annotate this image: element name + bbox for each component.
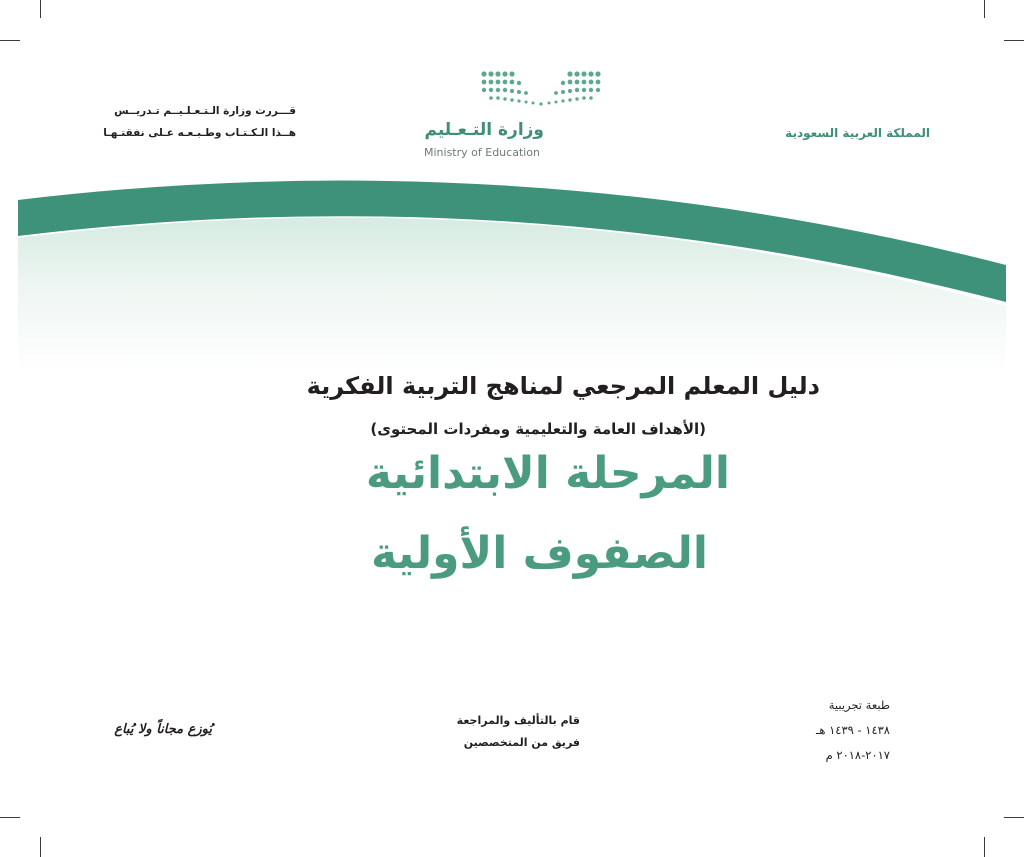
decorative-swoosh — [0, 0, 1024, 420]
authors-line-1: قام بالتأليف والمراجعة — [456, 714, 580, 727]
crop-mark-bottom-right-h — [1004, 817, 1024, 818]
ministry-name-english: Ministry of Education — [424, 146, 541, 159]
guide-subtitle: (الأهداف العامة والتعليمية ومفردات المحتوى) — [370, 420, 706, 438]
edition-info — [800, 693, 890, 768]
edition-label: طبعة تجريبية — [828, 698, 890, 712]
approval-line-2: هــذا الـكـتـاب وطـبـعـه عـلى نفقتـهـا — [103, 127, 296, 139]
ministry-name-arabic: وزارة التـعـليم — [424, 120, 544, 140]
crop-mark-bottom-right-v — [984, 837, 985, 857]
country-name: المملكة العربية السعودية — [785, 126, 930, 140]
free-distribution-note: يُوزع مجاناً ولا يُباع — [114, 722, 212, 737]
authors-line-2: فريق من المتخصصين — [463, 736, 580, 749]
edition-gregorian-year: ٢٠١٧-٢٠١٨ م — [825, 748, 890, 762]
school-stage-title: المرحلة الابتدائية — [365, 448, 730, 499]
crop-mark-bottom-left-v — [40, 837, 41, 857]
edition-hijri-year: ١٤٣٨ - ١٤٣٩ هـ — [816, 723, 890, 737]
guide-title: دليل المعلم المرجعي لمناهج التربية الفكرية — [306, 372, 820, 400]
crop-mark-bottom-left-h — [0, 817, 20, 818]
grades-title: الصفوف الأولية — [370, 528, 708, 579]
authors-credit — [420, 710, 580, 754]
approval-line-1: قـــررت وزارة الـتـعـلـيــم تـدريــس — [114, 105, 296, 117]
